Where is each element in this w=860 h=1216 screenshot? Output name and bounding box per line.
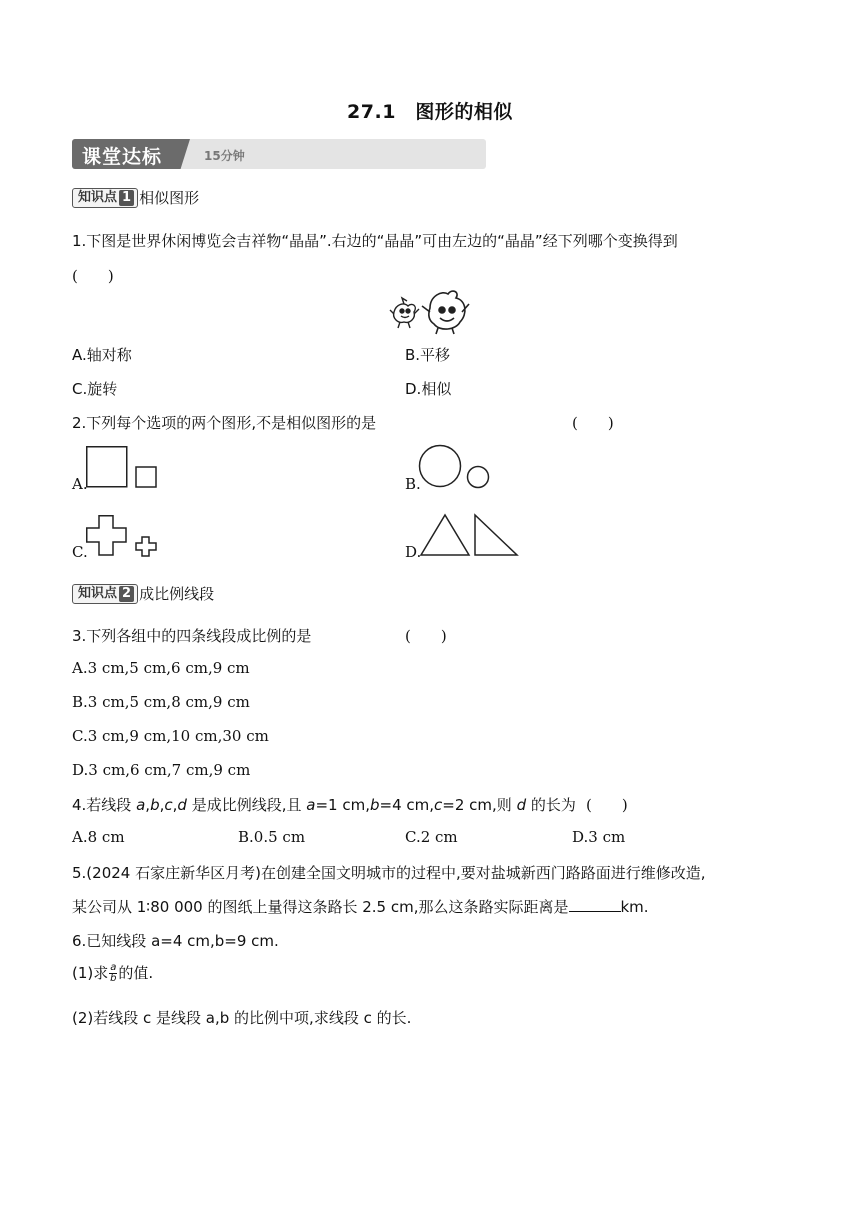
right-triangle bbox=[475, 515, 517, 555]
question-6-part-1: (1)求 $\frac{a}{b}$ 的值. bbox=[72, 962, 154, 984]
question-1-option-a: A.轴对称 bbox=[72, 346, 132, 364]
mascot-jingjing-image bbox=[390, 288, 470, 334]
equilateral-triangle bbox=[421, 515, 469, 555]
banner-label: 课堂达标 bbox=[82, 146, 163, 168]
question-2-label-d: D. bbox=[405, 543, 422, 561]
question-1-option-c: C.旋转 bbox=[72, 380, 118, 398]
question-3-option-d: D.3 cm,6 cm,7 cm,9 cm bbox=[72, 761, 251, 779]
knowledge-point-badge: 知识点 2 bbox=[72, 584, 138, 604]
question-2-label-b: B. bbox=[405, 475, 421, 493]
question-1-answer-paren: ( ) bbox=[72, 267, 114, 285]
large-circle bbox=[420, 446, 461, 487]
question-3-answer-paren: ( ) bbox=[405, 627, 447, 645]
question-4-option-c: C.2 cm bbox=[405, 828, 458, 846]
small-mascot-figure bbox=[390, 298, 419, 328]
page-title: 27.1 图形的相似 bbox=[347, 101, 513, 123]
question-4-option-b: B.0.5 cm bbox=[238, 828, 306, 846]
question-3-option-c: C.3 cm,9 cm,10 cm,30 cm bbox=[72, 727, 269, 745]
knowledge-point-1 bbox=[72, 187, 199, 207]
question-4-option-d: D.3 cm bbox=[572, 828, 626, 846]
question-5-line-2: 某公司从 1∶80 000 的图纸上量得这条路长 2.5 cm,那么这条路实际距离是 km. bbox=[72, 898, 649, 916]
knowledge-point-badge: 知识点 1 bbox=[72, 188, 138, 208]
option-b-circles-figure bbox=[419, 444, 491, 490]
answer-blank[interactable] bbox=[569, 897, 621, 912]
small-cross bbox=[136, 537, 156, 556]
option-d-triangles-figure bbox=[420, 513, 522, 557]
large-square bbox=[87, 447, 127, 487]
question-6-stem: 6.已知线段 a=4 cm,b=9 cm. bbox=[72, 932, 279, 950]
option-a-squares-figure bbox=[86, 446, 158, 488]
question-3-option-b: B.3 cm,5 cm,8 cm,9 cm bbox=[72, 693, 250, 711]
question-2-label-a: A. bbox=[72, 475, 88, 493]
question-1-stem: 1.下图是世界休闲博览会吉祥物“晶晶”.右边的“晶晶”可由左边的“晶晶”经下列哪个变换得到 bbox=[72, 232, 678, 250]
question-4-stem: 4.若线段 a,b,c,d 是成比例线段,且 a=1 cm,b=4 cm,c=2 cm,则 d 的长为 bbox=[72, 796, 576, 814]
fraction-a-over-b: $\frac{a}{b}$ bbox=[110, 962, 117, 984]
question-4-option-a: A.8 cm bbox=[72, 828, 125, 846]
knowledge-point-number: 1 bbox=[119, 190, 134, 206]
question-1-option-b: B.平移 bbox=[405, 346, 451, 364]
question-5-line-1: 5.(2024 石家庄新华区月考)在创建全国文明城市的过程中,要对盐城新西门路路面进行维修改造, bbox=[72, 864, 706, 882]
question-4-answer-paren: ( ) bbox=[586, 796, 628, 814]
option-c-crosses-figure bbox=[86, 515, 160, 557]
knowledge-point-title: 相似图形 bbox=[139, 189, 200, 207]
question-3-option-a: A.3 cm,5 cm,6 cm,9 cm bbox=[72, 659, 250, 677]
small-square bbox=[136, 467, 156, 487]
knowledge-point-2 bbox=[72, 583, 214, 603]
large-mascot-figure bbox=[422, 291, 469, 334]
question-2-stem: 2.下列每个选项的两个图形,不是相似图形的是 bbox=[72, 414, 377, 432]
small-circle bbox=[468, 467, 489, 488]
question-6-part-2: (2)若线段 c 是线段 a,b 的比例中项,求线段 c 的长. bbox=[72, 1009, 412, 1027]
large-cross bbox=[87, 516, 126, 555]
question-3-stem: 3.下列各组中的四条线段成比例的是 bbox=[72, 627, 312, 645]
question-2-label-c: C. bbox=[72, 543, 88, 561]
knowledge-point-title: 成比例线段 bbox=[139, 585, 215, 603]
section-banner bbox=[72, 139, 486, 169]
knowledge-point-number: 2 bbox=[119, 586, 134, 602]
question-2-answer-paren: ( ) bbox=[572, 414, 614, 432]
banner-time: 15分钟 bbox=[204, 149, 245, 163]
question-1-option-d: D.相似 bbox=[405, 380, 452, 398]
